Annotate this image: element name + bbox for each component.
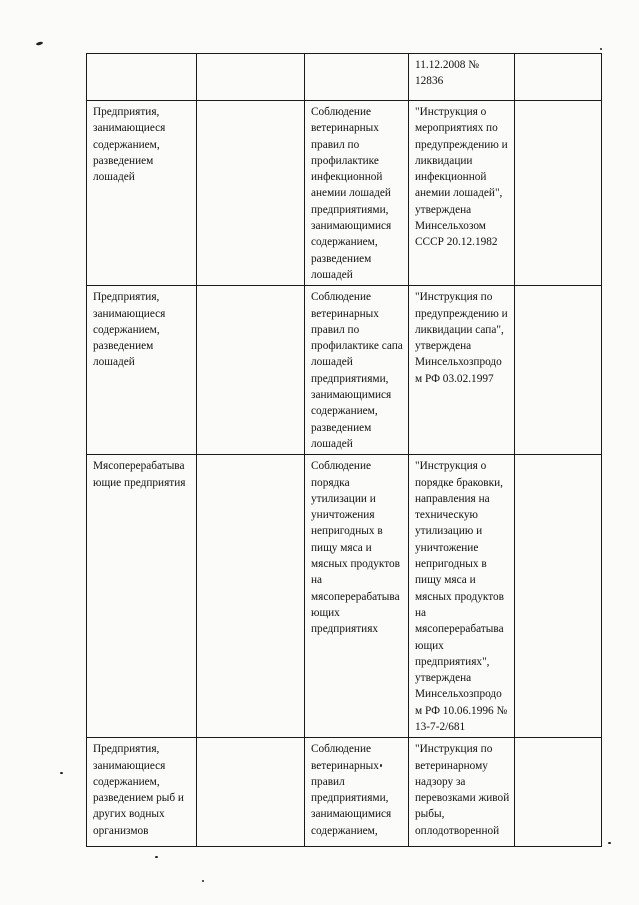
cell-text-line: порядке браковки,: [415, 476, 503, 489]
cell-text-line: предприятиями,: [311, 203, 389, 216]
document-cell: [409, 738, 515, 847]
cell-text-line: разведением: [93, 154, 154, 167]
cell-text-line: лошадей: [93, 356, 135, 369]
empty-cell: [515, 54, 602, 101]
cell-text-line: уничтожения: [311, 509, 375, 522]
cell-text-line: ющих: [415, 639, 444, 652]
cell-text-line: рыбы,: [415, 808, 445, 821]
cell-text-line: ветеринарных: [311, 759, 379, 772]
requirement-cell: [305, 286, 409, 455]
cell-text-line: Предприятия,: [93, 106, 160, 118]
document-cell: [409, 455, 515, 738]
cell-text-line: Минсельхозпродо: [415, 688, 502, 701]
cell-text-line: правил: [311, 775, 345, 788]
cell-text-line: Предприятия,: [93, 291, 160, 304]
cell-text-line: анемии лошадей: [311, 187, 391, 200]
cell-text-line: лошадей: [311, 356, 353, 369]
cell-text-line: лошадей: [93, 171, 135, 184]
subject-cell: [87, 738, 197, 847]
cell-text-line: утилизацию и: [415, 525, 483, 538]
cell-text-line: утилизации и: [311, 492, 376, 505]
cell-text-line: разведением: [311, 252, 372, 265]
cell-text-line: инфекционной: [311, 171, 383, 184]
cell-text-line: ветеринарному: [415, 759, 488, 772]
cell-text-line: техническую: [415, 509, 478, 522]
cell-text-line: непригодных в: [311, 525, 383, 538]
scan-speck: [36, 41, 44, 46]
cell-text-line: ющие предприятия: [93, 476, 186, 489]
cell-text-line: порядка: [311, 476, 350, 489]
cell-text-line: ющих: [311, 606, 340, 619]
cell-text-line: профилактике сапа: [311, 340, 403, 353]
cell-text-line: занимающиеся: [93, 307, 166, 320]
table-body: [87, 54, 602, 847]
cell-text-line: анемии лошадей",: [415, 187, 503, 200]
cell-text-line: Соблюдение: [311, 743, 372, 756]
cell-text-line: лошадей: [311, 268, 353, 281]
cell-text-line: мясоперерабатыва: [311, 590, 400, 603]
cell-text-line: м РФ 03.02.1997: [415, 372, 494, 385]
scan-speck: [608, 842, 611, 844]
empty-cell: [197, 455, 305, 738]
cell-text-line: Мясоперерабатыва: [93, 460, 185, 473]
cell-text-line: содержанием,: [93, 775, 160, 788]
requirement-cell: [305, 455, 409, 738]
cell-text-line: других водных: [93, 808, 165, 821]
cell-text-line: на: [415, 606, 427, 619]
table-row: [87, 286, 602, 455]
cell-text-line: 11.12.2008 №: [415, 59, 480, 71]
cell-text-line: занимающимися: [311, 808, 392, 821]
empty-cell: [515, 101, 602, 286]
cell-text-line: утверждена: [415, 203, 472, 216]
empty-cell: [515, 455, 602, 738]
cell-text-line: Предприятия,: [93, 743, 160, 756]
cell-text-line: "Инструкция по: [415, 291, 493, 304]
empty-cell: [197, 738, 305, 847]
cell-text-line: мясных продуктов: [311, 558, 400, 571]
empty-cell: [197, 54, 305, 101]
cell-text-line: занимающиеся: [93, 759, 166, 772]
empty-cell: [515, 738, 602, 847]
cell-text-line: содержанием,: [93, 323, 160, 336]
empty-cell: [197, 101, 305, 286]
scan-speck: [60, 772, 63, 774]
cell-text-line: ликвидации: [415, 154, 473, 167]
cell-text-line: ветеринарных: [311, 122, 379, 135]
document-cell: [409, 101, 515, 286]
cell-text-line: предупреждению и: [415, 307, 508, 320]
cell-text-line: мясоперерабатыва: [415, 623, 504, 636]
cell-text-line: направления на: [415, 492, 490, 505]
cell-text-line: инфекционной: [415, 171, 487, 184]
table-row: [87, 738, 602, 847]
cell-text-line: предупреждению и: [415, 138, 508, 151]
cell-text-line: 13-7-2/681: [415, 720, 466, 733]
cell-text-line: перевозками живой: [415, 792, 510, 805]
requirement-cell: [305, 101, 409, 286]
cell-text-line: на: [311, 574, 323, 587]
cell-text-line: содержанием,: [93, 138, 160, 151]
cell-text-line: мероприятиях по: [415, 122, 498, 135]
empty-cell: [515, 286, 602, 455]
table-row: [87, 455, 602, 738]
cell-text-line: м РФ 10.06.1996 №: [415, 704, 508, 717]
cell-text-line: содержанием,: [311, 824, 378, 837]
cell-text-line: надзору за: [415, 775, 466, 788]
cell-text-line: лошадей: [311, 437, 353, 450]
empty-cell: [197, 286, 305, 455]
cell-text-line: ликвидации сапа",: [415, 323, 504, 336]
cell-text-line: Минсельхозом: [415, 220, 486, 233]
scan-speck: [202, 880, 204, 882]
table-row: [87, 101, 602, 286]
cell-text-line: содержанием,: [311, 236, 378, 249]
cell-text-line: предприятиями,: [311, 372, 389, 385]
cell-text-line: "Инструкция по: [415, 743, 493, 756]
document-cell: [409, 286, 515, 455]
cell-text-line: правил по: [311, 138, 360, 151]
subject-cell: [87, 54, 197, 101]
subject-cell: [87, 286, 197, 455]
cell-text-line: Соблюдение: [311, 291, 372, 304]
cell-text-line: предприятиями,: [311, 792, 389, 805]
cell-text-line: разведением: [93, 340, 154, 353]
scan-speck: [600, 48, 602, 50]
subject-cell: [87, 455, 197, 738]
cell-text-line: пищу мяса и: [415, 574, 476, 587]
cell-text-line: утверждена: [415, 340, 472, 353]
cell-text-line: "Инструкция о: [415, 460, 487, 473]
cell-text-line: оплодотворенной: [415, 824, 500, 837]
cell-text-line: занимающимися: [311, 220, 392, 233]
regulations-table: [86, 53, 602, 847]
cell-text-line: ветеринарных: [311, 307, 379, 320]
cell-text-line: Соблюдение: [311, 460, 372, 473]
document-cell: [409, 54, 515, 101]
requirement-cell: [305, 738, 409, 847]
cell-text-line: занимающиеся: [93, 122, 166, 135]
cell-text-line: 12836: [415, 75, 444, 88]
requirement-cell: [305, 54, 409, 101]
cell-text-line: пищу мяса и: [311, 541, 372, 554]
cell-text-line: правил по: [311, 323, 360, 336]
scan-speck: [155, 856, 158, 858]
subject-cell: [87, 101, 197, 286]
cell-text-line: занимающимися: [311, 389, 392, 402]
cell-text-line: профилактике: [311, 154, 379, 167]
cell-text-line: Минсельхозпродо: [415, 356, 502, 369]
cell-text-line: содержанием,: [311, 405, 378, 418]
cell-text-line: разведением рыб и: [93, 792, 184, 805]
cell-text-line: разведением: [311, 421, 372, 434]
cell-text-line: предприятиях",: [415, 655, 490, 668]
cell-text-line: предприятиях: [311, 623, 379, 636]
cell-text-line: уничтожение: [415, 541, 479, 554]
cell-text-line: утверждена: [415, 672, 472, 685]
cell-text-line: Соблюдение: [311, 106, 372, 118]
cell-text-line: СССР 20.12.1982: [415, 236, 498, 249]
cell-text-line: "Инструкция о: [415, 106, 487, 118]
table-row: [87, 54, 602, 101]
cell-text-line: непригодных в: [415, 558, 487, 571]
cell-text-line: мясных продуктов: [415, 590, 504, 603]
cell-text-line: организмов: [93, 824, 149, 837]
